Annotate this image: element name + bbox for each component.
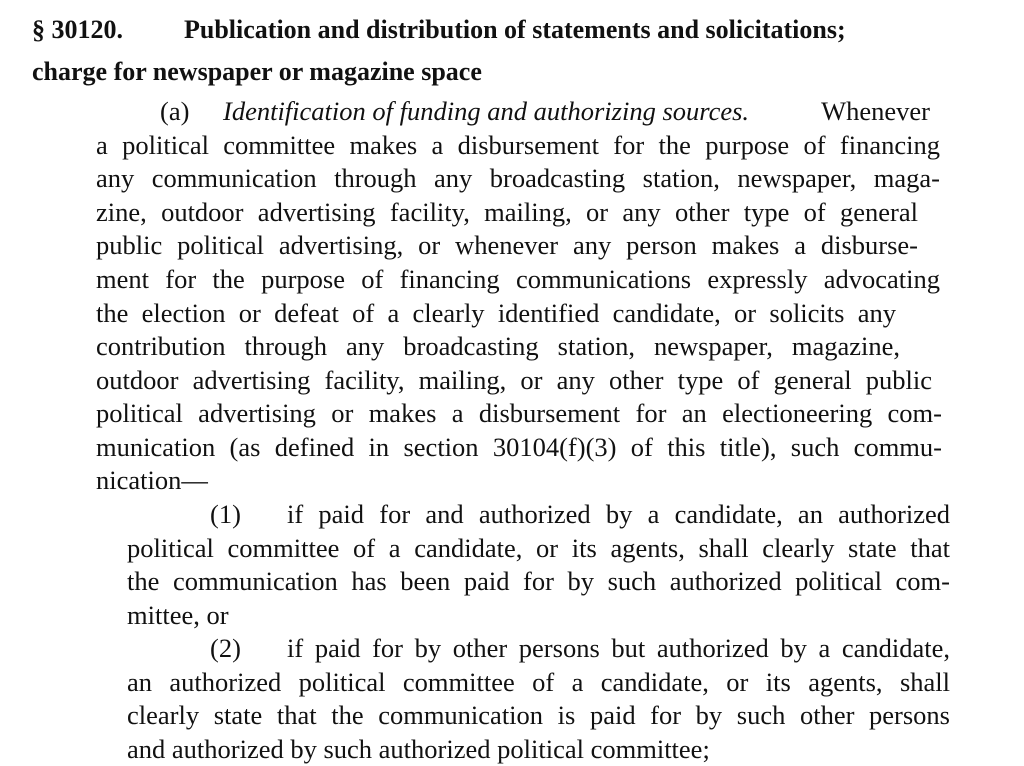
paragraph-2-line: clearly state that the communication is paid for by such other persons [127,700,950,730]
subsection-a-first-words: Whenever [821,96,930,126]
section-title-part-1: Publication and distribution of statements and solicitations; [184,15,846,44]
subsection-a-line: the election or defeat of a clearly identified candidate, or solicits any [96,298,896,328]
subsection-a-line: public political advertising, or whenever any person makes a disburse- [96,230,918,260]
paragraph-1-label: (1) [210,499,241,529]
section-heading-line-2 [32,55,482,89]
paragraph-2-line: an authorized political committee of a candidate, or its agents, shall [127,667,950,697]
paragraph-1-first-line [210,497,950,531]
subsection-a-line: zine, outdoor advertising facility, mailing, or any other type of general [96,197,918,227]
subsection-a-line: munication (as defined in section 30104(f)(3) of this title), such commu- [96,432,942,462]
subsection-a-line: contribution through any broadcasting station, newspaper, magazine, [96,331,900,361]
paragraph-1-line: mittee, or [127,600,229,630]
paragraph-2-first-line [210,631,950,665]
paragraph-1-line: political committee of a candidate, or its agents, shall clearly state that [127,533,950,563]
subsection-a-line: outdoor advertising facility, mailing, or any other type of general public [96,365,932,395]
subsection-a-line: nication— [96,465,208,495]
subsection-a-line: ment for the purpose of financing communications expressly advocating [96,264,940,294]
subsection-a-first-line [160,94,930,128]
subsection-a-line: any communication through any broadcasting station, newspaper, maga- [96,163,940,193]
paragraph-1-line: the communication has been paid for by such authorized political com- [127,566,950,596]
paragraph-2-first-text: if paid for by other persons but authorized by a candidate, [287,633,950,663]
subsection-a-line: political advertising or makes a disbursement for an electioneering com- [96,398,942,428]
subsection-a-heading: Identification of funding and authorizing sources. [223,96,750,126]
subsection-a-line: a political committee makes a disbursement for the purpose of financing [96,130,940,160]
section-title-part-2: charge for newspaper or magazine space [32,57,482,86]
paragraph-2-label: (2) [210,633,241,663]
section-heading-line-1 [32,13,928,47]
section-number: § 30120. [32,15,123,44]
paragraph-2-line: and authorized by such authorized political committee; [127,734,710,764]
paragraph-1-first-text: if paid for and authorized by a candidate, an authorized [287,499,950,529]
subsection-a-label: (a) [160,96,190,126]
